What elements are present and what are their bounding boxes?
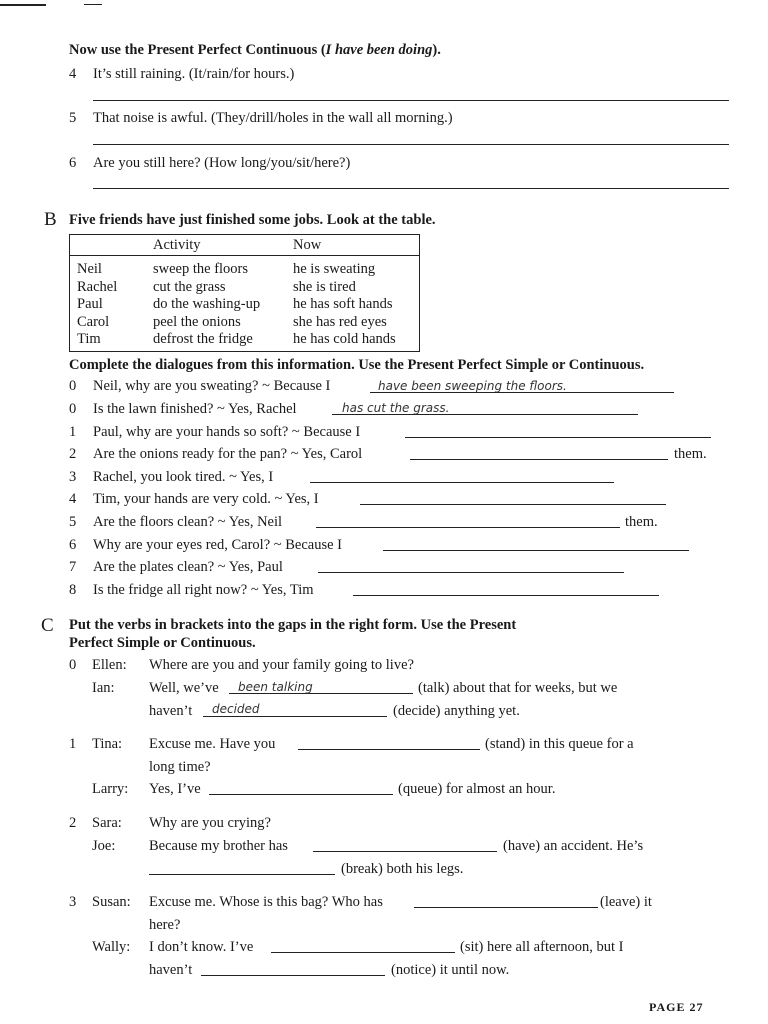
table-header: Now: [287, 235, 420, 256]
dialogue-line: here?: [149, 917, 181, 933]
dialogue-line: haven’t: [149, 703, 193, 719]
answer-line[interactable]: [298, 749, 480, 750]
speaker-name: Tina:: [92, 736, 123, 752]
dialogue-number: 0: [69, 657, 77, 673]
instruction-text: Now use the Present Perfect Continuous (: [69, 42, 326, 58]
table-cell: he is sweating: [293, 261, 376, 277]
dialogue-line: (talk) about that for weeks, but we: [418, 680, 618, 696]
dialogue-line: Excuse me. Have you: [149, 736, 276, 752]
dialogue-prompt: Why are your eyes red, Carol? ~ Because I: [93, 537, 342, 553]
section-c-instruction-line2: Perfect Simple or Continuous.: [69, 635, 256, 651]
item-number: 0: [69, 378, 77, 394]
answer-line[interactable]: [318, 572, 624, 573]
dialogue-number: 1: [69, 736, 77, 752]
table-header-row: [70, 235, 420, 256]
answer-line[interactable]: [93, 100, 729, 101]
answer-line[interactable]: [405, 437, 711, 438]
dialogue-line: Excuse me. Whose is this bag? Who has: [149, 894, 383, 910]
item-number: 2: [69, 446, 77, 462]
table-cell: Paul: [77, 296, 103, 312]
dialogue-prompt: Is the fridge all right now? ~ Yes, Tim: [93, 582, 314, 598]
speaker-name: Larry:: [92, 781, 129, 797]
item-number: 1: [69, 424, 77, 440]
jobs-table: [69, 234, 420, 352]
item-number: 6: [69, 537, 77, 553]
item-number: 7: [69, 559, 77, 575]
table-cell: defrost the fridge: [153, 331, 253, 347]
speaker-name: Sara:: [92, 815, 122, 831]
exercise-prompt: That noise is awful. (They/drill/holes in the wall all morning.): [93, 110, 453, 126]
item-number: 0: [69, 401, 77, 417]
table-row: [70, 314, 420, 332]
table-cell: cut the grass: [153, 278, 226, 295]
dialogue-line: (notice) it until now.: [391, 962, 510, 978]
answer-line[interactable]: [383, 550, 689, 551]
dialogue-line: Because my brother has: [149, 838, 288, 854]
dialogue-prompt: Are the floors clean? ~ Yes, Neil: [93, 514, 283, 530]
dialogue-line: (leave) it: [600, 894, 652, 910]
section-b-instruction: Five friends have just finished some jobs. Look at the table.: [69, 212, 436, 228]
answer-line[interactable]: [93, 144, 729, 145]
dialogue-line: (queue) for almost an hour.: [398, 781, 556, 797]
item-number: 4: [69, 491, 77, 507]
table-row: [70, 256, 420, 279]
dialogue-number: 2: [69, 815, 77, 831]
answer-line[interactable]: [360, 504, 666, 505]
table-row: [70, 279, 420, 297]
dialogue-prompt: Are the plates clean? ~ Yes, Paul: [93, 559, 283, 575]
dialogue-line: (have) an accident. He’s: [503, 838, 644, 854]
dialogue-prompt: Tim, your hands are very cold. ~ Yes, I: [93, 491, 319, 507]
table-cell: sweep the floors: [153, 261, 249, 277]
answer-line[interactable]: [271, 952, 455, 953]
answer-line[interactable]: [149, 874, 335, 875]
page-number: PAGE 27: [649, 1000, 704, 1014]
dialogue-suffix: them.: [674, 446, 707, 462]
answer-line[interactable]: [93, 188, 729, 189]
dialogue-line: long time?: [149, 759, 211, 775]
dialogue-line: haven’t: [149, 962, 193, 978]
dialogue-prompt: Is the lawn finished? ~ Yes, Rachel: [93, 401, 297, 417]
item-number: 4: [69, 66, 77, 82]
section-letter-c: C: [41, 615, 54, 636]
item-number: 3: [69, 469, 77, 485]
exercise-item: [69, 155, 76, 172]
top-corner-mark-small: [84, 4, 102, 5]
section-b-instruction-2: Complete the dialogues from this information. Use the Present Perfect Simple or Continuous.: [69, 357, 645, 373]
table-cell: she has red eyes: [293, 313, 387, 330]
dialogue-line: Where are you and your family going to live?: [149, 657, 414, 673]
exercise-item: [69, 66, 76, 83]
dialogue-prompt: Neil, why are you sweating? ~ Because I: [93, 378, 331, 394]
answer-line[interactable]: [310, 482, 614, 483]
table-cell: Rachel: [77, 278, 118, 295]
answer-line[interactable]: [313, 851, 497, 852]
answer-line[interactable]: [209, 794, 393, 795]
table-cell: she is tired: [293, 278, 356, 295]
item-number: 5: [69, 514, 77, 530]
dialogue-line: (break) both his legs.: [341, 861, 464, 877]
section-a-instruction: [69, 42, 441, 59]
dialogue-line: (stand) in this queue for a: [485, 736, 634, 752]
dialogue-line: Well, we’ve: [149, 680, 219, 696]
table-row: [70, 331, 420, 351]
dialogue-suffix: them.: [625, 514, 658, 530]
dialogue-line: I don’t know. I’ve: [149, 939, 254, 955]
handwritten-answer: decided: [212, 702, 260, 716]
top-corner-mark: [0, 4, 46, 6]
dialogue-line: Yes, I’ve: [149, 781, 201, 797]
dialogue-prompt: Are the onions ready for the pan? ~ Yes, Carol: [93, 446, 363, 462]
handwritten-answer: have been sweeping the floors.: [378, 379, 567, 393]
table-cell: Neil: [77, 261, 102, 277]
speaker-name: Wally:: [92, 939, 131, 955]
table-cell: he has cold hands: [293, 331, 396, 347]
handwritten-answer: has cut the grass.: [342, 401, 450, 415]
exercise-item: [69, 110, 76, 127]
item-number: 6: [69, 155, 77, 171]
item-number: 8: [69, 582, 77, 598]
table-cell: he has soft hands: [293, 296, 393, 312]
speaker-name: Joe:: [92, 838, 116, 854]
dialogue-line: (decide) anything yet.: [393, 703, 520, 719]
exercise-prompt: Are you still here? (How long/you/sit/here?): [93, 155, 351, 171]
section-letter-b: B: [44, 209, 57, 230]
dialogue-prompt: Paul, why are your hands so soft? ~ Because I: [93, 424, 361, 440]
instruction-text-end: ).: [432, 42, 441, 58]
table-cell: Tim: [77, 331, 101, 347]
table-header: Activity: [147, 235, 287, 256]
speaker-name: Susan:: [92, 894, 131, 910]
dialogue-number: 3: [69, 894, 77, 910]
handwritten-answer: been talking: [238, 680, 313, 694]
table-cell: do the washing-up: [153, 296, 261, 312]
table-row: [70, 296, 420, 314]
table-header: [70, 235, 148, 256]
instruction-emphasis: I have been doing: [325, 42, 433, 58]
answer-line[interactable]: [353, 595, 659, 596]
speaker-name: Ellen:: [92, 657, 127, 673]
table-cell: peel the onions: [153, 313, 241, 330]
answer-line[interactable]: [201, 975, 385, 976]
answer-line[interactable]: [316, 527, 620, 528]
item-number: 5: [69, 110, 77, 126]
dialogue-prompt: Rachel, you look tired. ~ Yes, I: [93, 469, 274, 485]
answer-line[interactable]: [414, 907, 598, 908]
table-cell: Carol: [77, 313, 110, 330]
section-c-instruction-line1: Put the verbs in brackets into the gaps in the right form. Use the Present: [69, 617, 517, 633]
dialogue-line: (sit) here all afternoon, but I: [460, 939, 624, 955]
dialogue-line: Why are you crying?: [149, 815, 271, 831]
exercise-prompt: It’s still raining. (It/rain/for hours.): [93, 66, 295, 82]
answer-line[interactable]: [203, 716, 387, 717]
speaker-name: Ian:: [92, 680, 115, 696]
answer-line[interactable]: [410, 459, 668, 460]
